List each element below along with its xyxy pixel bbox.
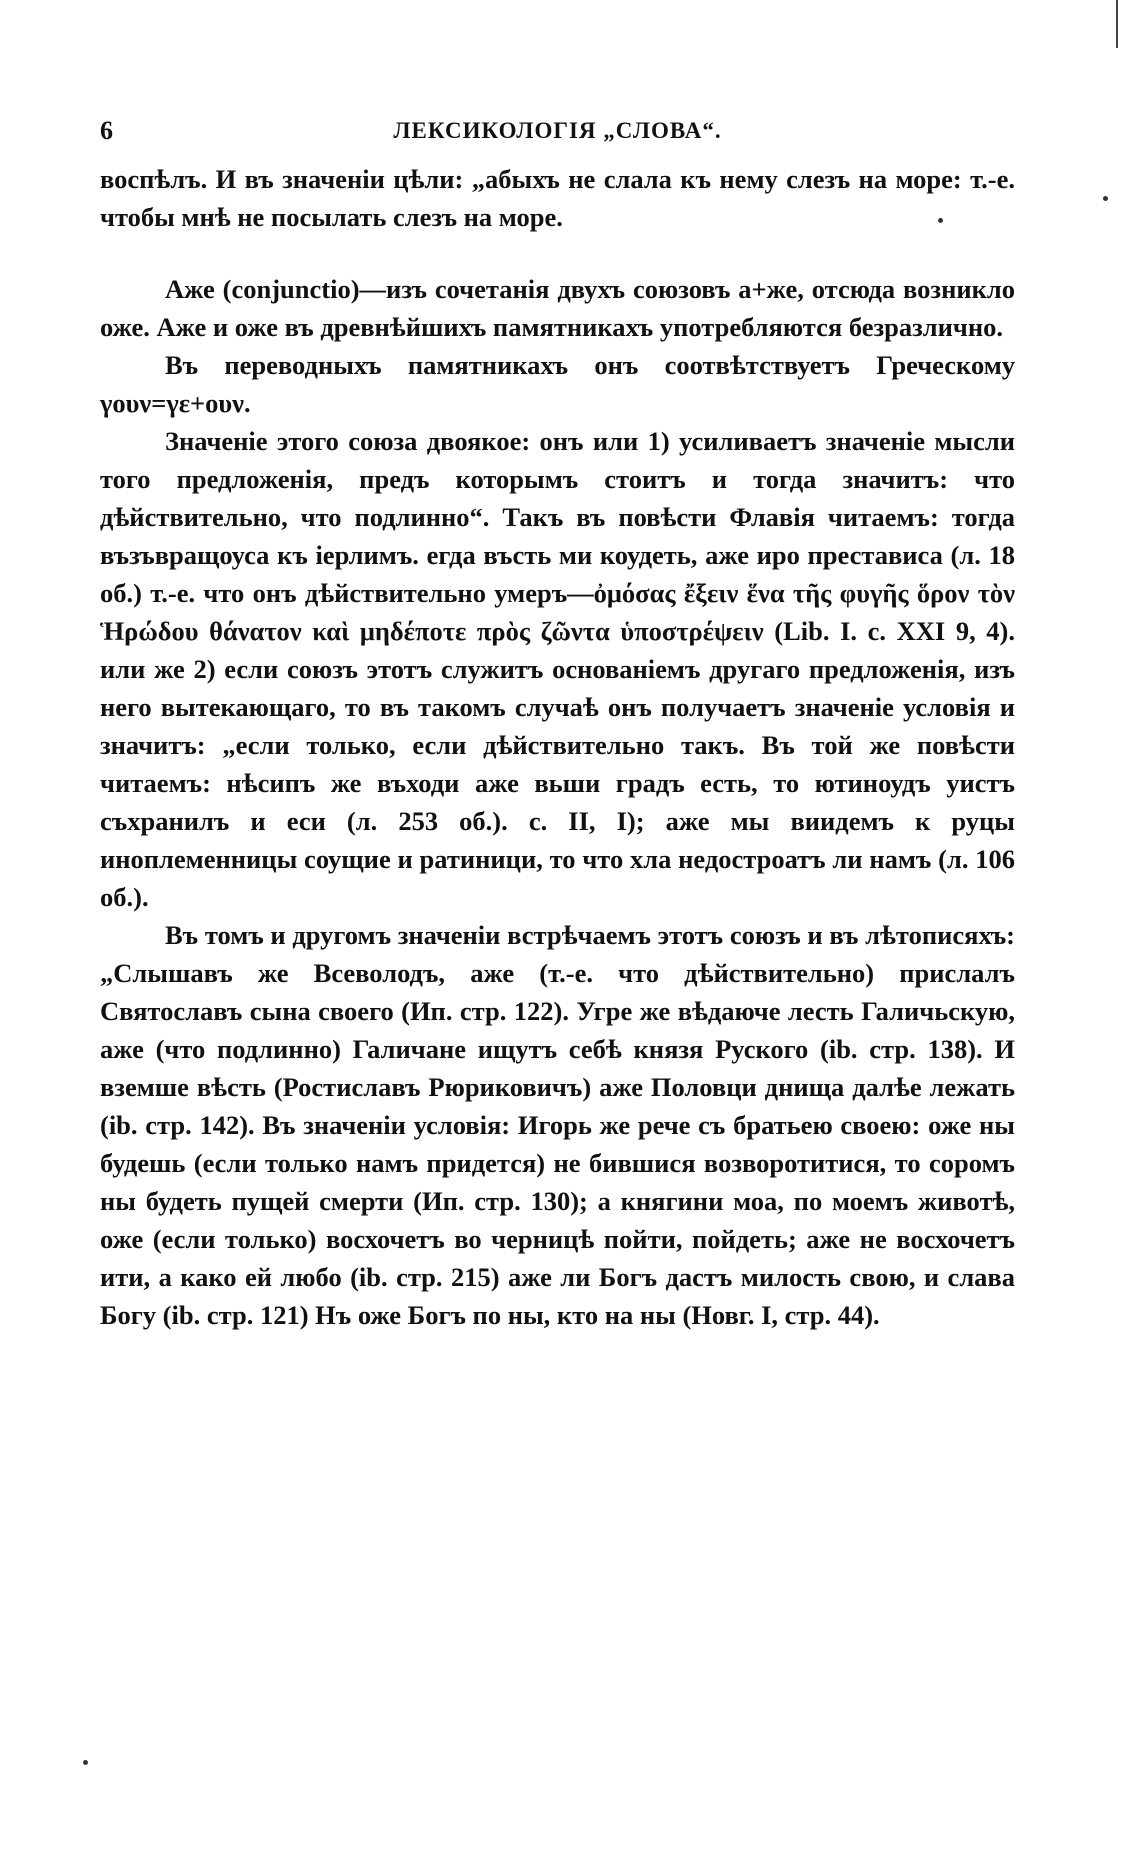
paragraph-greek-equivalent: Въ переводныхъ памятникахъ онъ соотвѣтствуетъ Греческому γουν=γε+ουν.	[100, 350, 1015, 418]
paragraph-meanings: Значеніе этого союза двоякое: онъ или 1) усиливаетъ значеніе мысли того предложенія, предъ которымъ стоитъ и тогда значитъ: что дѣйствительно, что подлинно“. Такъ въ повѣсти Флавія читаемъ: тогда възъвращоуса къ іерлимъ. егда въсть ми коудеть, аже иро престависа (л. 18 об.) т.-е. что онъ дѣйствительно умеръ—ὀμόσας ἔξειν ἕνα τῆς φυγῆς ὅρον τὸν Ἡρώδου θάνατον καὶ μηδέποτε πρὸς ζῶντα ὑποστρέψειν (Lib. I. c. XXI 9, 4). или же 2) если союзъ этотъ служитъ основаніемъ другаго предложенія, изъ него вытекающаго, то въ такомъ случаѣ онъ получаетъ значеніе условія и значитъ: „если только, если дѣйствительно такъ. Въ той же повѣсти читаемъ: нѣсипъ же въходи аже вьши градъ есть, то ютиноудъ уистъ съхранилъ и еси (л. 253 об.). с. II, I); аже мы виидемъ к руцы иноплеменницы соущие и ратиници, то что хла недостроатъ ли намъ (л. 106 об.).	[100, 426, 1015, 912]
running-title: ЛЕКСИКОЛОГІЯ „СЛОВА“.	[393, 118, 722, 143]
scan-edge-line	[1116, 0, 1118, 48]
scan-speck	[938, 218, 943, 223]
page-header	[100, 116, 1015, 160]
page	[100, 116, 1015, 1334]
paragraph-chronicles: Въ томъ и другомъ значеніи встрѣчаемъ этотъ союзъ и въ лѣтописяхъ: „Слышавъ же Всеволодъ, аже (т.-е. что дѣйствительно) прислалъ Святославъ сына своего (Ип. стр. 122). Угре же вѣдаюче лесть Галичьскую, аже (что подлинно) Галичане ищутъ себѣ князя Руского (ib. стр. 138). И вземше вѣсть (Ростиславъ Рюриковичъ) аже Половци днища далѣе лежать (ib. стр. 142). Въ значеніи условія: Игорь же рече съ братьею своею: оже ны будешь (если только намъ придется) не бившися возворотитися, то соромъ ны будеть пущей смерти (Ип. стр. 130); а княгини моа, по моемъ животѣ, оже (если только) восхочетъ во черницѣ пойти, пойдеть; аже не восхочетъ ити, а како ей любо (ib. стр. 215) аже ли Богъ дастъ милость свою, и слава Богу (ib. стр. 121) Нъ оже Богъ по ны, кто на ны (Новг. I, стр. 44).	[100, 920, 1015, 1330]
scan-speck	[83, 1760, 88, 1765]
paragraph-entry-azhe: Аже (conjunctio)—изъ сочетанія двухъ союзовъ а+же, отсюда возникло оже. Аже и оже въ древнѣйшихъ памятникахъ употребляются безразлично.	[100, 274, 1015, 342]
page-number: 6	[100, 116, 113, 145]
paragraph-continuation: воспѣлъ. И въ значеніи цѣли: „абыхъ не слала къ нему слезъ на море: т.-е. чтобы мнѣ не посылать слезъ на море.	[100, 164, 1015, 232]
scan-speck	[1103, 196, 1108, 201]
